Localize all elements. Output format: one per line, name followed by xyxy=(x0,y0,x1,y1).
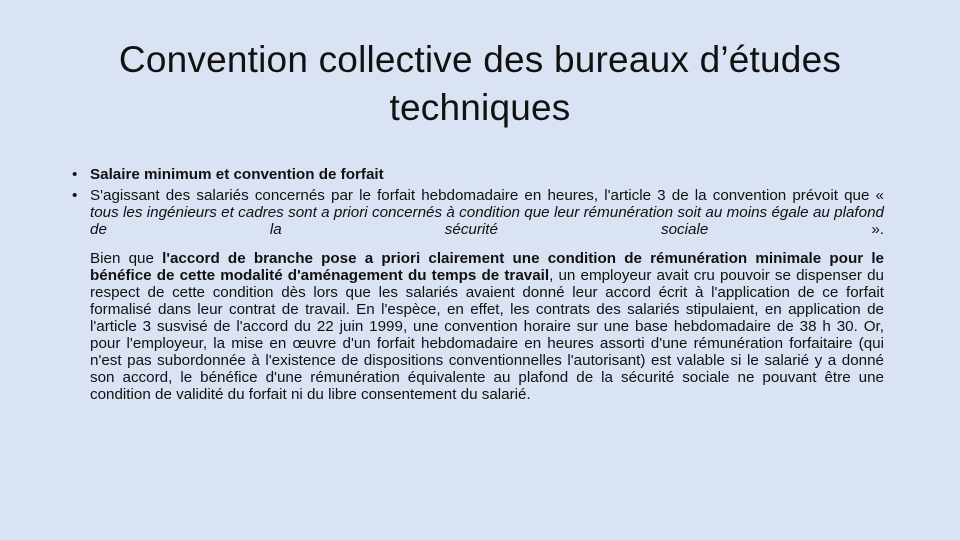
bullet-item xyxy=(72,166,884,183)
bullet-intro: S'agissant des salariés concernés par le forfait hebdomadaire en heures, l'article 3 de la convention prévoit que « xyxy=(90,187,884,204)
paragraph-bold: l'accord de branche pose a priori clairement une condition de rémunération minimale pour le bénéfice de cette modalité d'aménagement du temps de travail xyxy=(90,250,884,284)
paragraph-lead: Bien que xyxy=(90,250,163,267)
bullet-item xyxy=(72,187,884,238)
bullet-outro: ». xyxy=(708,221,885,238)
bullet-quote: tous les ingénieurs et cadres sont a priori concernés à condition que leur rémunération soit au moins égale au plafond de la sécurité sociale xyxy=(90,204,884,238)
bullet-text xyxy=(90,187,884,238)
body-paragraph xyxy=(90,250,884,403)
paragraph-rest: , un employeur avait cru pouvoir se dispenser du respect de cette condition dès lors que les salariés avaient donné leur accord écrit à l'application de ce forfait formalisé dans leur contrat de travail. En l'espèce, en effet, les contrats des salariés stipulaient, en application de l'article 3 susvisé de l'accord du 22 juin 1999, une convention horaire sur une base hebdomadaire de 38 h 30. Or, pour l'employeur, la mise en œuvre d'un forfait hebdomadaire en heures assorti d'une rémunération forfaitaire (qui n'est pas subordonnée à l'existence de dispositions conventionnelles l'autorisant) est valable si le salarié y a donné son accord, le bénéfice d'une rémunération équivalente au plafond de la sécurité sociale ne pouvant être une condition de validité du forfait ni du libre consentement du salarié. xyxy=(90,267,884,403)
bullet-marker: • xyxy=(72,166,78,183)
bullet-heading: Salaire minimum et convention de forfait xyxy=(90,166,384,183)
slide-title: Convention collective des bureaux d’études techniques xyxy=(118,39,842,128)
bullet-marker: • xyxy=(72,187,78,204)
slide-body xyxy=(72,166,884,418)
